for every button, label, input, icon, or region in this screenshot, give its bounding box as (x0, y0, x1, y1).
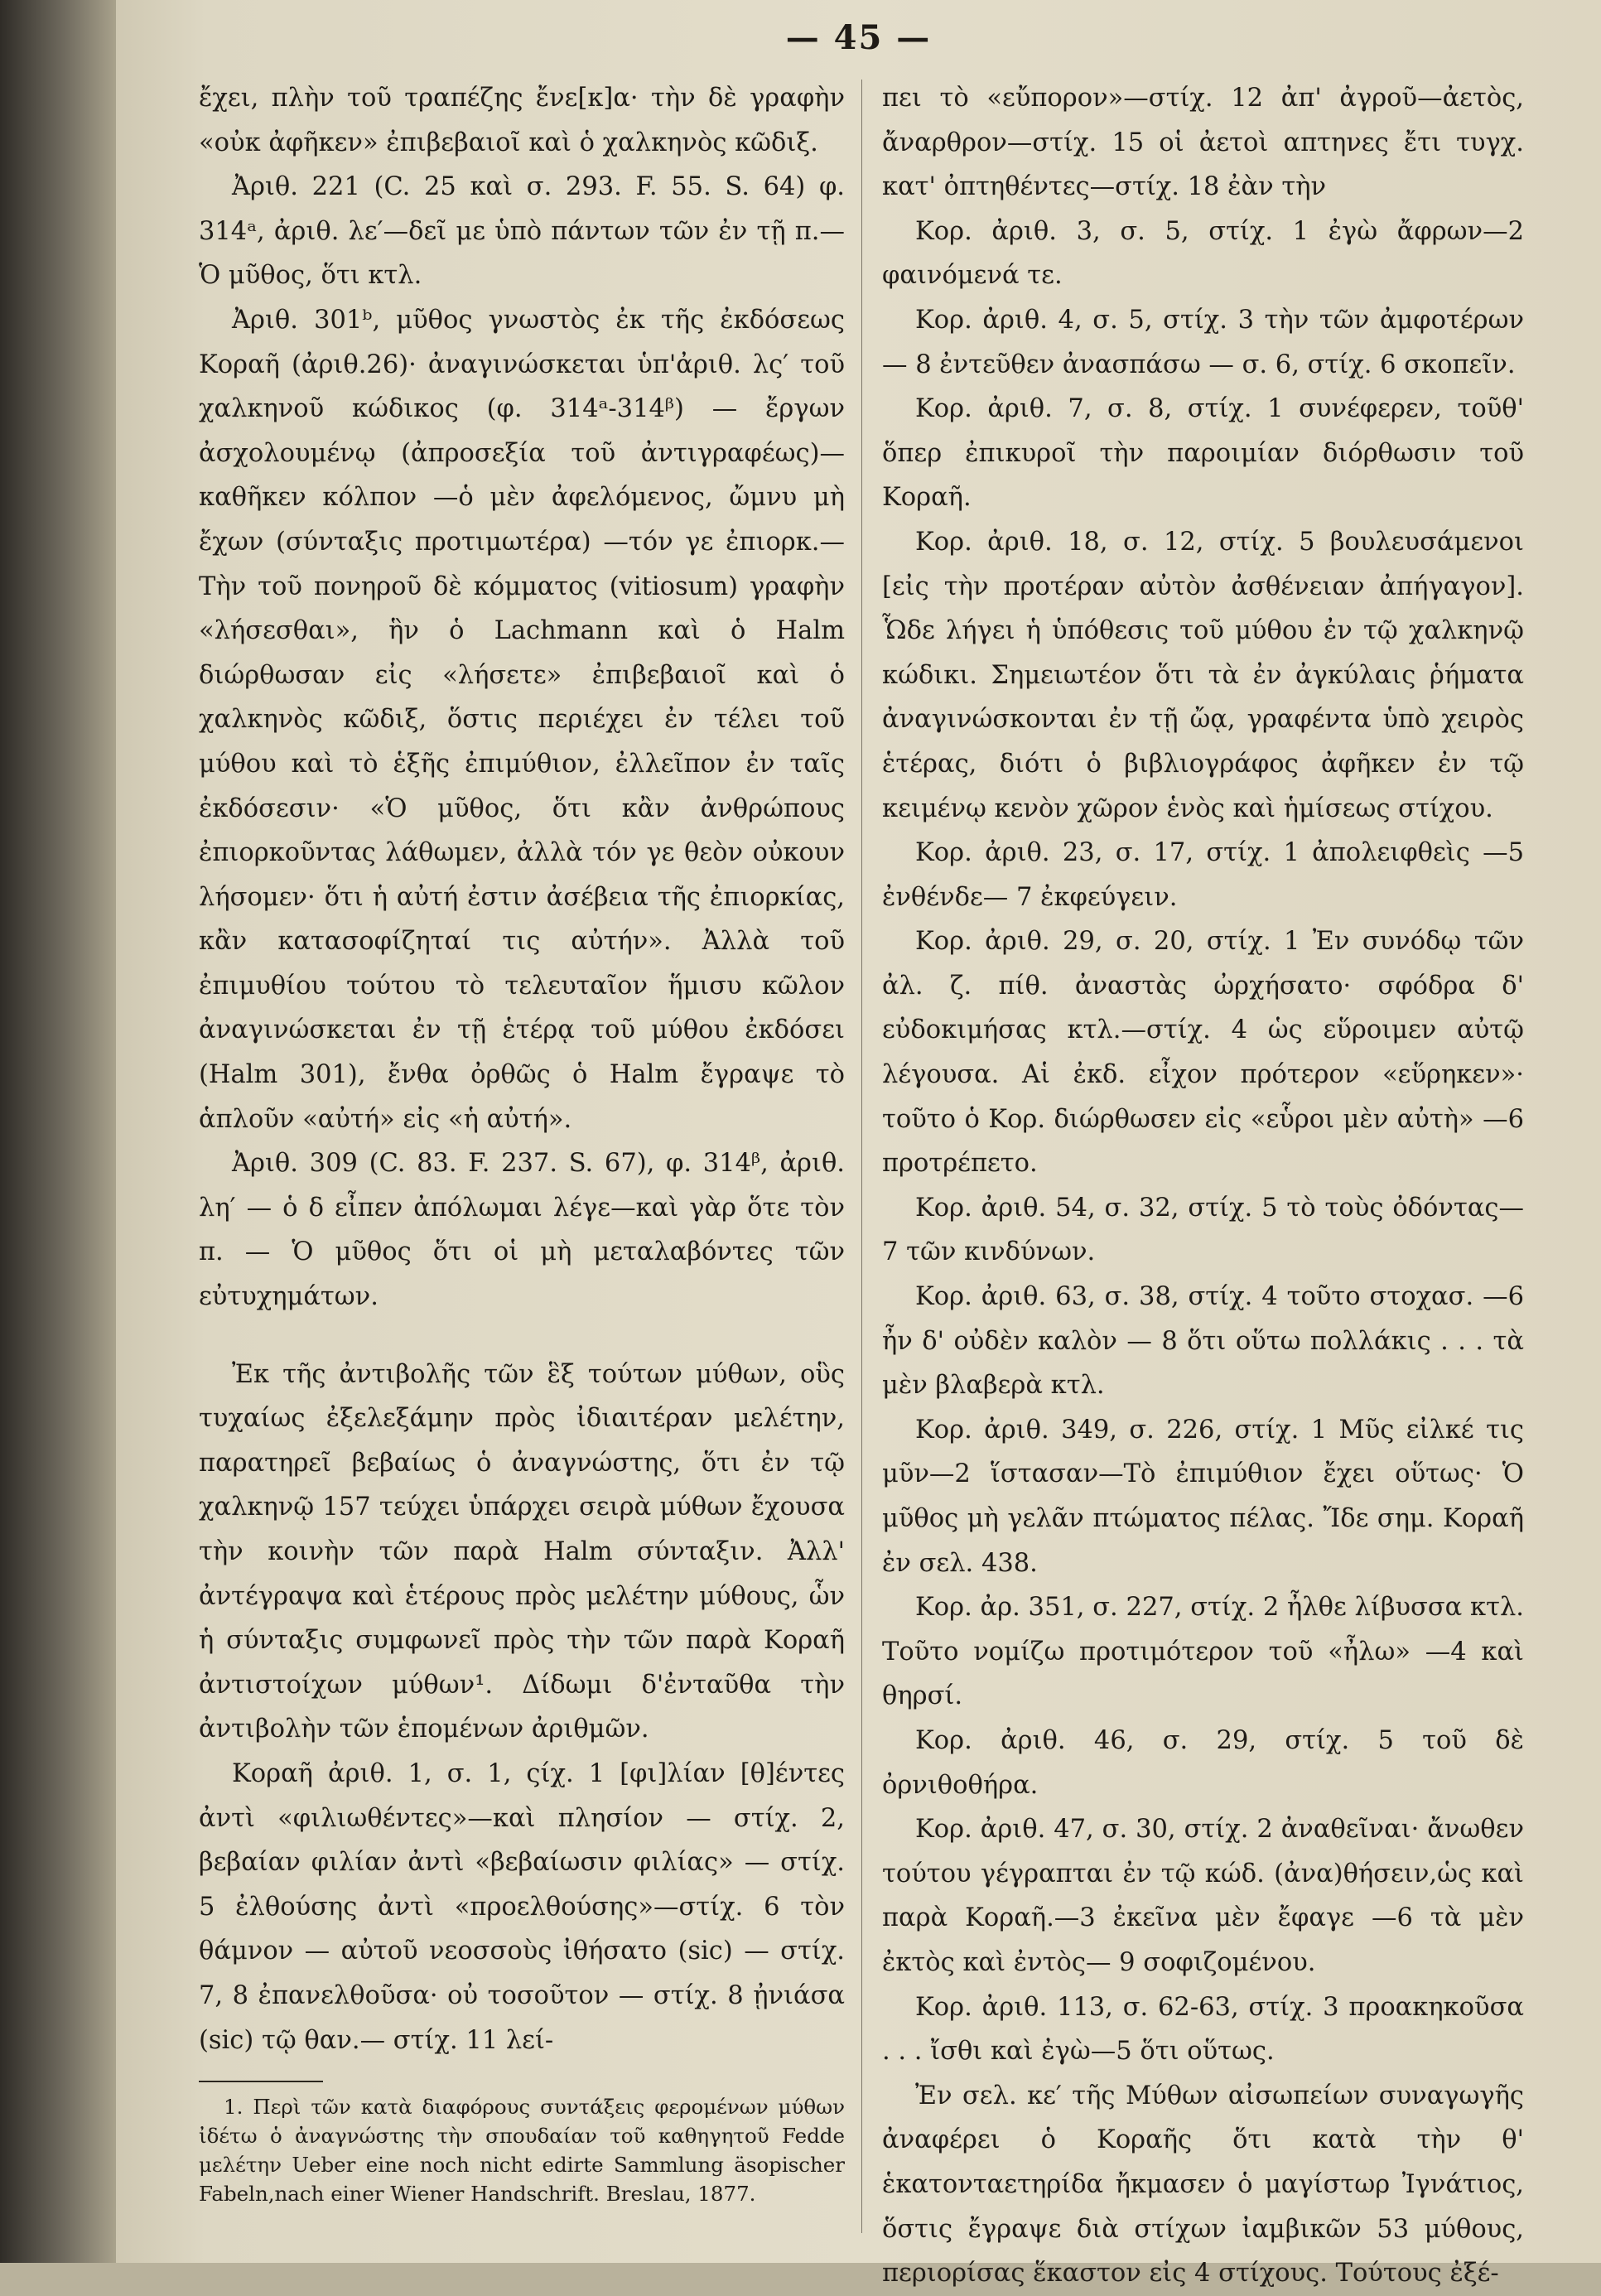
right-paragraph: Κορ. ἀριθ. 4, σ. 5, στίχ. 3 τὴν τῶν ἀμφοτέρων — 8 ἐντεῦθεν ἀνασπάσω — σ. 6, στίχ. 6 σκοπεῖν. (882, 305, 1524, 379)
footnote: 1. Περὶ τῶν κατὰ διαφόρους συντάξεις φερομένων μύθων ἰδέτω ὁ ἀναγνώστης τὴν σπουδαίαν τοῦ καθηγητοῦ Fedde μελέτην Ueber eine noch nicht edirte Sammlung äsopischer Fabeln,nach einer Wiener Handschrift. Breslau, 1877. (199, 2095, 845, 2207)
right-paragraph: Κορ. ἀριθ. 54, σ. 32, στίχ. 5 τὸ τοὺς ὀδόντας— 7 τῶν κινδύνων. (882, 1193, 1524, 1267)
column-divider (861, 80, 862, 2233)
right-paragraph: Κορ. ἀριθ. 7, σ. 8, στίχ. 1 συνέφερεν, τοῦθ' ὅπερ ἐπικυροῖ τὴν παροιμίαν διόρθωσιν τοῦ Κοραῆ. (882, 394, 1524, 513)
left-paragraph: Κοραῆ ἀριθ. 1, σ. 1, ςίχ. 1 [φι]λίαν [θ]έντες ἀντὶ «φιλιωθέντες»—καὶ πλησίον — στίχ. 2, βεβαίαν φιλίαν ἀντὶ «βεβαίωσιν φιλίας» — στίχ. 5 ἐλθούσης ἀντὶ «προελθούσης»—στίχ. 6 τὸν θάμνον — αὐτοῦ νεοσσοὺς ἰθήσατο (sic) — στίχ. 7, 8 ἐπανελθοῦσα· οὐ τοσοῦτον — στίχ. 8 ᾐνιάσα (sic) τῷ θαν.— στίχ. 11 λεί- (199, 1758, 845, 2055)
left-paragraph: Ἐκ τῆς ἀντιβολῆς τῶν ἓξ τούτων μύθων, οὓς τυχαίως ἐξελεξάμην πρὸς ἰδιαιτέραν μελέτην, παρατηρεῖ βεβαίως ὁ ἀναγνώστης, ὅτι ἐν τῷ χαλκηνῷ 157 τεύχει ὑπάρχει σειρὰ μύθων ἔχουσα τὴν κοινὴν τῶν παρὰ Halm σύνταξιν. Ἀλλ' ἀντέγραψα καὶ ἑτέρους πρὸς μελέτην μύθους, ὧν ἡ σύνταξις συμφωνεῖ πρὸς τὴν τῶν παρὰ Κοραῆ ἀντιστοίχων μύθων¹. Δίδωμι δ'ἐνταῦθα τὴν ἀντιβολὴν τῶν ἑπομένων ἀριθμῶν. (199, 1359, 845, 1744)
right-paragraph: Κορ. ἀριθ. 29, σ. 20, στίχ. 1 Ἐν συνόδῳ τῶν ἀλ. ζ. πίθ. ἀναστὰς ὠρχήσατο· σφόδρα δ' εὐδοκιμήσας κτλ.—στίχ. 4 ὡς εὕροιμεν αὐτῷ λέγουσα. Αἱ ἐκδ. εἶχον πρότερον «εὕρηκεν»· τοῦτο ὁ Κορ. διώρθωσεν εἰς «εὗροι μὲν αὐτὴ» —6 προτρέπετο. (882, 927, 1524, 1179)
left-paragraph: ἔχει, πλὴν τοῦ τραπέζης ἔνε[κ]α· τὴν δὲ γραφὴν «οὐκ ἀφῆκεν» ἐπιβεβαιοῖ καὶ ὁ χαλκηνὸς κῶδιξ. (199, 84, 845, 157)
right-paragraph: Κορ. ἀριθ. 46, σ. 29, στίχ. 5 τοῦ δὲ ὀρνιθοθήρα. (882, 1725, 1524, 1800)
right-paragraph: Κορ. ἀριθ. 47, σ. 30, στίχ. 2 ἀναθεῖναι· ἄνωθεν τούτου γέγραπται ἐν τῷ κώδ. (ἀνα)θήσειν,ὡς καὶ παρὰ Κοραῆ.—3 ἐκεῖνα μὲν ἔφαγε —6 τὰ μὲν ἐκτὸς καὶ ἐντὸς— 9 σοφιζομένου. (882, 1815, 1524, 1977)
paragraph-gap (199, 1319, 845, 1353)
right-paragraph: Κορ. ἀριθ. 63, σ. 38, στίχ. 4 τοῦτο στοχασ. —6 ἦν δ' οὐδὲν καλὸν — 8 ὅτι οὕτω πολλάκις . . . τὰ μὲν βλαβερὰ κτλ. (882, 1282, 1524, 1401)
left-paragraph: Ἀριθ. 301ᵇ, μῦθος γνωστὸς ἐκ τῆς ἐκδόσεως Κοραῆ (ἀριθ.26)· ἀναγινώσκεται ὑπ'ἀριθ. λς′ τοῦ χαλκηνοῦ κώδικος (φ. 314ᵃ-314ᵝ) — ἔργων ἀσχολουμένῳ (ἀπροσεξία τοῦ ἀντιγραφέως)—καθῆκεν κόλπον —ὁ μὲν ἀφελόμενος, ὤμνυ μὴ ἔχων (σύνταξις προτιμωτέρα) —τόν γε ἐπιορκ.—Τὴν τοῦ πονηροῦ δὲ κόμματος (vitiosum) γραφὴν «λήσεσθαι», ἣν ὁ Lachmann καὶ ὁ Halm διώρθωσαν εἰς «λήσετε» ἐπιβεβαιοῖ καὶ ὁ χαλκηνὸς κῶδιξ, ὅστις περιέχει ἐν τέλει τοῦ μύθου καὶ τὸ ἑξῆς ἐπιμύθιον, ἐλλεῖπον ἐν ταῖς ἐκδόσεσιν· «Ὁ μῦθος, ὅτι κἂν ἀνθρώπους ἐπιορκοῦντας λάθωμεν, ἀλλὰ τόν γε θεὸν οὐκουν λήσομεν· ὅτι ἡ αὐτή ἐστιν ἀσέβεια τῆς ἐπιορκίας, κἂν κατασοφίζηταί τις αὐτήν». Ἀλλὰ τοῦ ἐπιμυθίου τούτου τὸ τελευταῖον ἥμισυ κῶλον ἀναγινώσκεται ἐν τῇ ἑτέρᾳ τοῦ μύθου ἐκδόσει (Halm 301), ἔνθα ὀρθῶς ὁ Halm ἔγραψε τὸ ἁπλοῦν «αὐτή» εἰς «ἡ αὐτή». (199, 305, 845, 1134)
book-gutter-shadow (0, 0, 116, 2263)
left-paragraph: Ἀριθ. 221 (C. 25 καὶ σ. 293. F. 55. S. 64) φ. 314ᵃ, ἀριθ. λε′—δεῖ με ὑπὸ πάντων τῶν ἐν τῇ π.—Ὁ μῦθος, ὅτι κτλ. (199, 172, 845, 291)
left-column (199, 76, 845, 2208)
right-column (882, 76, 1524, 2296)
right-paragraph: Κορ. ἀριθ. 18, σ. 12, στίχ. 5 βουλευσάμενοι [εἰς τὴν προτέραν αὐτὸν ἀσθένειαν ἀπήγαγον]. Ὧδε λήγει ἡ ὑπόθεσις τοῦ μύθου ἐν τῷ χαλκηνῷ κώδικι. Σημειωτέον ὅτι τὰ ἐν ἀγκύλαις ῥήματα ἀναγινώσκονται ἐν τῇ ὤᾳ, γραφέντα ὑπὸ χειρὸς ἑτέρας, διότι ὁ βιβλιογράφος ἀφῆκεν ἐν τῷ κειμένῳ κενὸν χῶρον ἑνὸς καὶ ἡμίσεως στίχου. (882, 527, 1524, 823)
right-paragraph: Κορ. ἀρ. 351, σ. 227, στίχ. 2 ἦλθε λίβυσσα κτλ. Τοῦτο νομίζω προτιμότερον τοῦ «ἦλω» —4 καὶ θηρσί. (882, 1593, 1524, 1711)
left-paragraph: Ἀριθ. 309 (C. 83. F. 237. S. 67), φ. 314ᵝ, ἀριθ. λη′ — ὁ δ εἶπεν ἀπόλωμαι λέγε—καὶ γὰρ ὅτε τὸν π. — Ὁ μῦθος ὅτι οἱ μὴ μεταλαβόντες τῶν εὐτυχημάτων. (199, 1149, 845, 1312)
footnote-rule (199, 2081, 323, 2082)
page-number: — 45 — (785, 18, 932, 57)
right-paragraph: Κορ. ἀριθ. 349, σ. 226, στίχ. 1 Μῦς εἰλκέ τις μῦν—2 ἵστασαν—Τὸ ἐπιμύθιον ἔχει οὕτως· Ὁ μῦθος μὴ γελᾶν πτώματος πέλας. Ἴδε σημ. Κοραῆ ἐν σελ. 438. (882, 1415, 1524, 1578)
right-paragraph: Κορ. ἀριθ. 23, σ. 17, στίχ. 1 ἀπολειφθεὶς —5 ἐνθένδε— 7 ἐκφεύγειν. (882, 838, 1524, 912)
right-paragraph: Κορ. ἀριθ. 3, σ. 5, στίχ. 1 ἐγὼ ἄφρων—2 φαινόμενά τε. (882, 216, 1524, 291)
right-paragraph: Ἐν σελ. κε′ τῆς Μύθων αἰσωπείων συναγωγῆς ἀναφέρει ὁ Κοραῆς ὅτι κατὰ τὴν θ' ἑκατονταετηρίδα ἤκμασεν ὁ μαγίστωρ Ἰγνάτιος, ὅστις ἔγραψε διὰ στίχων ἰαμβικῶν 53 μύθους, περιορίσας ἕκαστον εἰς 4 στίχους. Τούτους ἐξέ- (882, 2081, 1524, 2289)
right-paragraph: πει τὸ «εὔπορον»—στίχ. 12 ἀπ' ἀγροῦ—ἀετὸς, ἄναρθρον—στίχ. 15 οἱ ἀετοὶ απτηνες ἔτι τυγχ. κατ' ὀπτηθέντες—στίχ. 18 ἐὰν τὴν (882, 84, 1524, 202)
right-paragraph: Κορ. ἀριθ. 113, σ. 62-63, στίχ. 3 προακηκοῦσα . . . ἴσθι καὶ ἐγὼ—5 ὅτι οὕτως. (882, 1992, 1524, 2067)
book-page (116, 0, 1601, 2289)
